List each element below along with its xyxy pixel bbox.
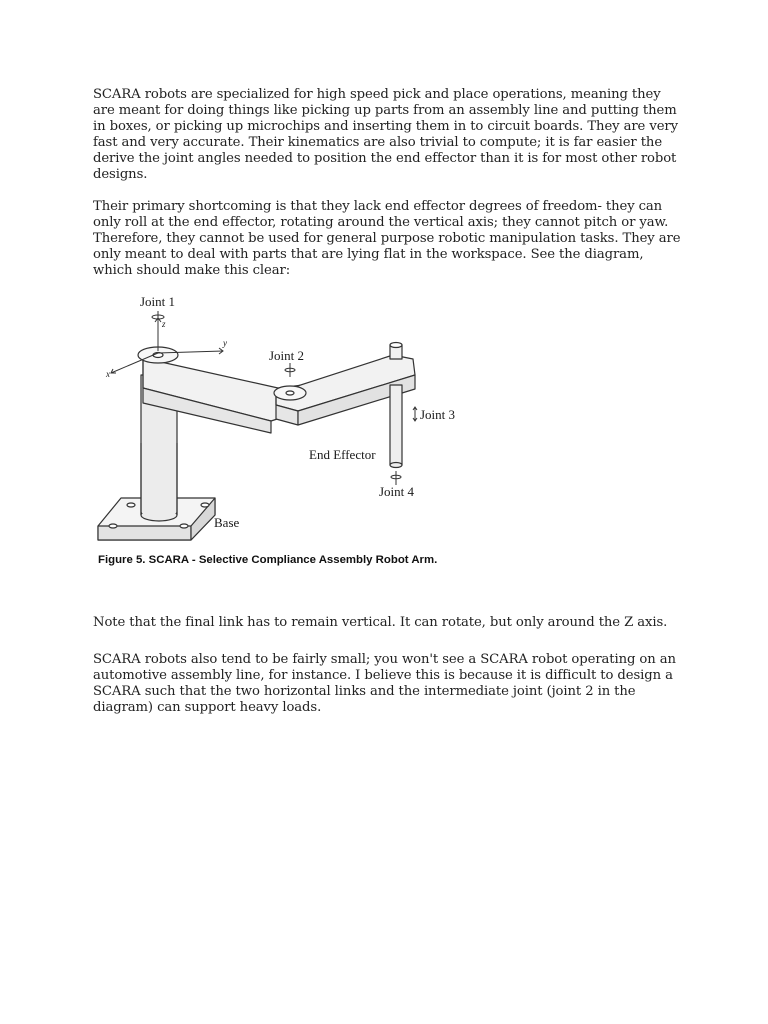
base-hole — [109, 524, 117, 528]
scara-diagram — [93, 293, 477, 575]
base-label: Base — [214, 515, 240, 530]
scara-figure — [93, 293, 477, 575]
joint-2-pin — [286, 391, 294, 395]
base-hole — [180, 524, 188, 528]
paragraph-shortcoming: Their primary shortcoming is that they lack end effector degrees of freedom- they can only roll at the end effector, rotating around the vertical axis; they cannot pitch or yaw. Therefore, they cannot be used for general purpose robotic manipulation tasks. They are only meant to deal with parts that are lying flat in the workspace. See the diagram, which should make this clear: — [93, 199, 681, 278]
figure-caption: Figure 5. SCARA - Selective Compliance Assembly Robot Arm. — [98, 554, 438, 566]
base-hole — [127, 503, 135, 507]
joint-2-label: Joint 2 — [269, 348, 305, 363]
end-effector-shaft — [390, 385, 402, 465]
paragraph-intro: SCARA robots are specialized for high speed pick and place operations, meaning they are meant for doing things like picking up parts from an assembly line and putting them in boxes, or picking up microchips and inserting them in to circuit boards. They are very fast and very accurate. Their kinematics are also trivial to compute; it is far easier the derive the joint angles needed to position the end effector than it is for most other robot designs. — [93, 87, 678, 182]
y-axis-label: y — [223, 338, 227, 348]
z-axis-label: z — [162, 319, 166, 329]
joint-1-label: Joint 1 — [140, 294, 176, 309]
joint-4-label: Joint 4 — [379, 484, 415, 499]
end-effector-label: End Effector — [309, 447, 376, 462]
paragraph-final-link: Note that the final link has to remain vertical. It can rotate, but only around the Z axis. — [93, 615, 668, 630]
x-axis-label: x — [106, 369, 110, 379]
paragraph-size: SCARA robots also tend to be fairly small; you won't see a SCARA robot operating on an automotive assembly line, for instance. I believe this is because it is difficult to design a SCARA such that the two horizontal links and the intermediate joint (joint 2 in the diagram) can support heavy loads. — [93, 652, 676, 715]
base-hole — [201, 503, 209, 507]
joint-3-label: Joint 3 — [420, 407, 456, 422]
